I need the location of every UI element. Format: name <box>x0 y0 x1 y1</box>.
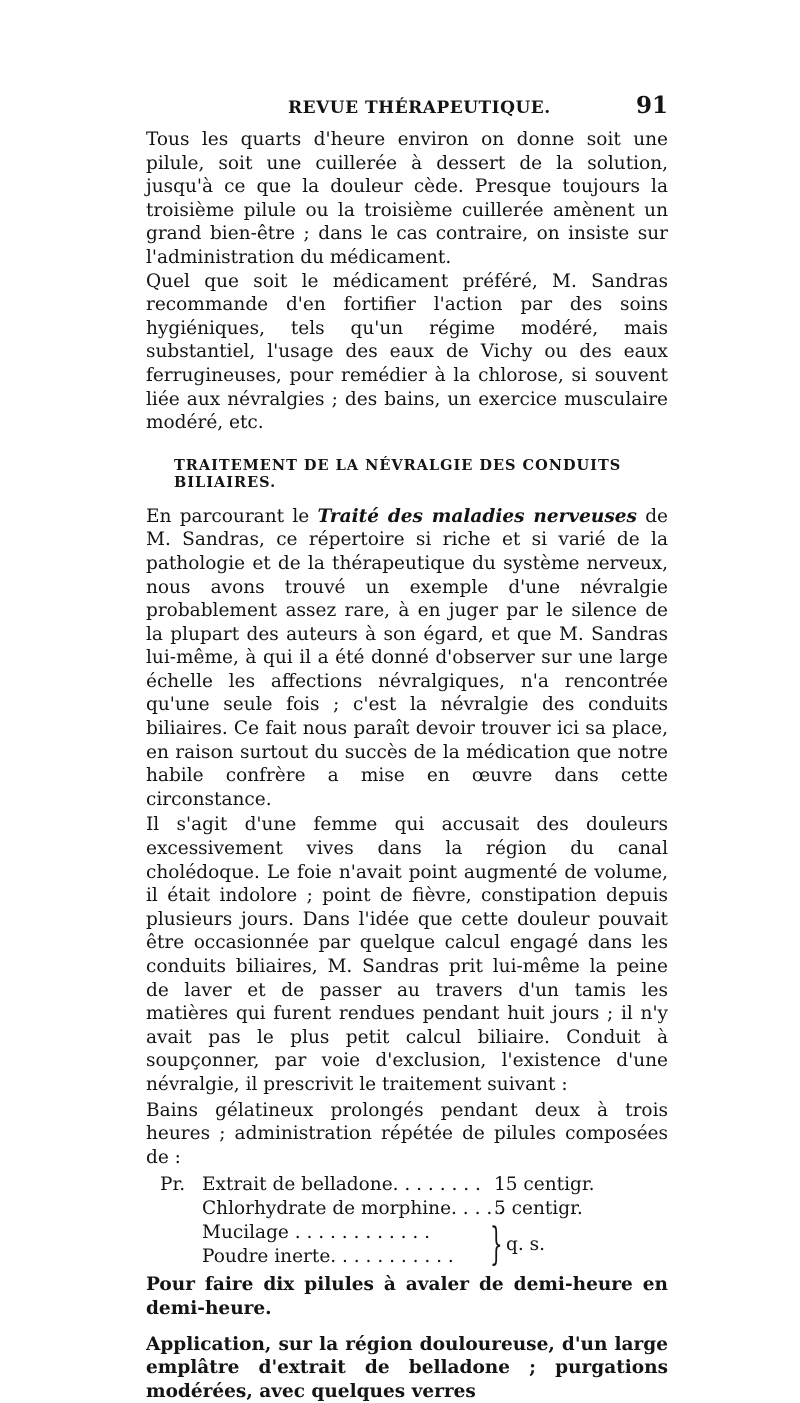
paragraph-5: Bains gélatineux prolongés pendant deux à trois heures ; administration répétée de pilules composées de : <box>146 1099 668 1168</box>
formula-ingredient: Poudre inerte. . . . . . . . . . . <box>202 1246 454 1268</box>
book-title: Traité des maladies nerveuses <box>317 505 637 527</box>
paragraph-6: Pour faire dix pilules à avaler de demi-heure en demi-heure. <box>146 1274 668 1319</box>
prescription-formula <box>146 1173 668 1269</box>
formula-brace: } <box>490 1219 503 1271</box>
section-title: TRAITEMENT DE LA NÉVRALGIE DES CONDUITS BILIAIRES. <box>174 456 622 491</box>
formula-ingredient: Chlorhydrate de morphine. . . . . <box>202 1198 504 1220</box>
paragraph-2: Quel que soit le médicament préféré, M. Sandras recommande d'en fortifier l'action par des soins hygiéniques, tels qu'un régime modéré, mais substantiel, l'usage des eaux de Vichy ou des eaux ferrugineuses, pour remédier à la chlorose, si souvent liée aux névralgies ; des bains, un exercice musculaire modéré, etc. <box>146 270 668 434</box>
formula-ingredient: Extrait de belladone. . . . . . . . <box>202 1174 481 1196</box>
paragraph-3-start: En parcourant le <box>146 505 318 527</box>
paragraph-1: Tous les quarts d'heure environ on donne soit une pilule, soit une cuillerée à dessert de la solution, jusqu'à ce que la douleur cède. Presque toujours la troisième pilule ou la troisième cuillerée amènent un grand bien-être ; dans le cas contraire, on insiste sur l'administration du médicament. <box>146 129 668 268</box>
paragraph-3 <box>146 505 668 812</box>
page-header <box>146 94 668 124</box>
paragraph-7: Application, sur la région douloureuse, d'un large emplâtre d'extrait de belladone ; purgations modérées, avec quelques verres <box>146 1333 668 1402</box>
formula-dose: 15 centigr. <box>494 1174 595 1196</box>
paragraph-3-rest: de M. Sandras, ce répertoire si riche et si varié de la pathologie et de la thérapeutique du système nerveux, nous avons trouvé un exemple d'une névralgie probablement assez rare, à en juger par le silence de la plupart des auteurs à son égard, et que M. Sandras lui-même, à qui il a été donné d'observer sur une large échelle les affections névralgiques, n'a rencontrée qu'une seule fois ; c'est la névralgie des conduits biliaires. Ce fait nous paraît devoir trouver ici sa place, en raison surtout du succès de la médication que notre habile confrère a mise en œuvre dans cette circonstance. <box>146 505 668 810</box>
running-title: REVUE THÉRAPEUTIQUE. <box>288 98 551 118</box>
page-body <box>146 128 668 1403</box>
formula-ingredient: Mucilage . . . . . . . . . . . . <box>202 1222 431 1244</box>
prescription-label: Pr. <box>160 1174 186 1196</box>
formula-dose: 5 centigr. <box>494 1198 583 1220</box>
paragraph-4: Il s'agit d'une femme qui accusait des douleurs excessivement vives dans la région du canal cholédoque. Le foie n'avait point augmenté de volume, il était indolore ; point de fièvre, constipation depuis plusieurs jours. Dans l'idée que cette douleur pouvait être occasionnée par quelque calcul engagé dans les conduits biliaires, M. Sandras prit lui-même la peine de laver et de passer au travers d'un tamis les matières qui furent rendues pendant huit jours ; il n'y avait pas le plus petit calcul biliaire. Conduit à soupçonner, par voie d'exclusion, l'existence d'une névralgie, il prescrivit le traitement suivant : <box>146 814 668 1095</box>
quantum-satis: q. s. <box>506 1234 545 1256</box>
page-number: 91 <box>635 92 668 119</box>
